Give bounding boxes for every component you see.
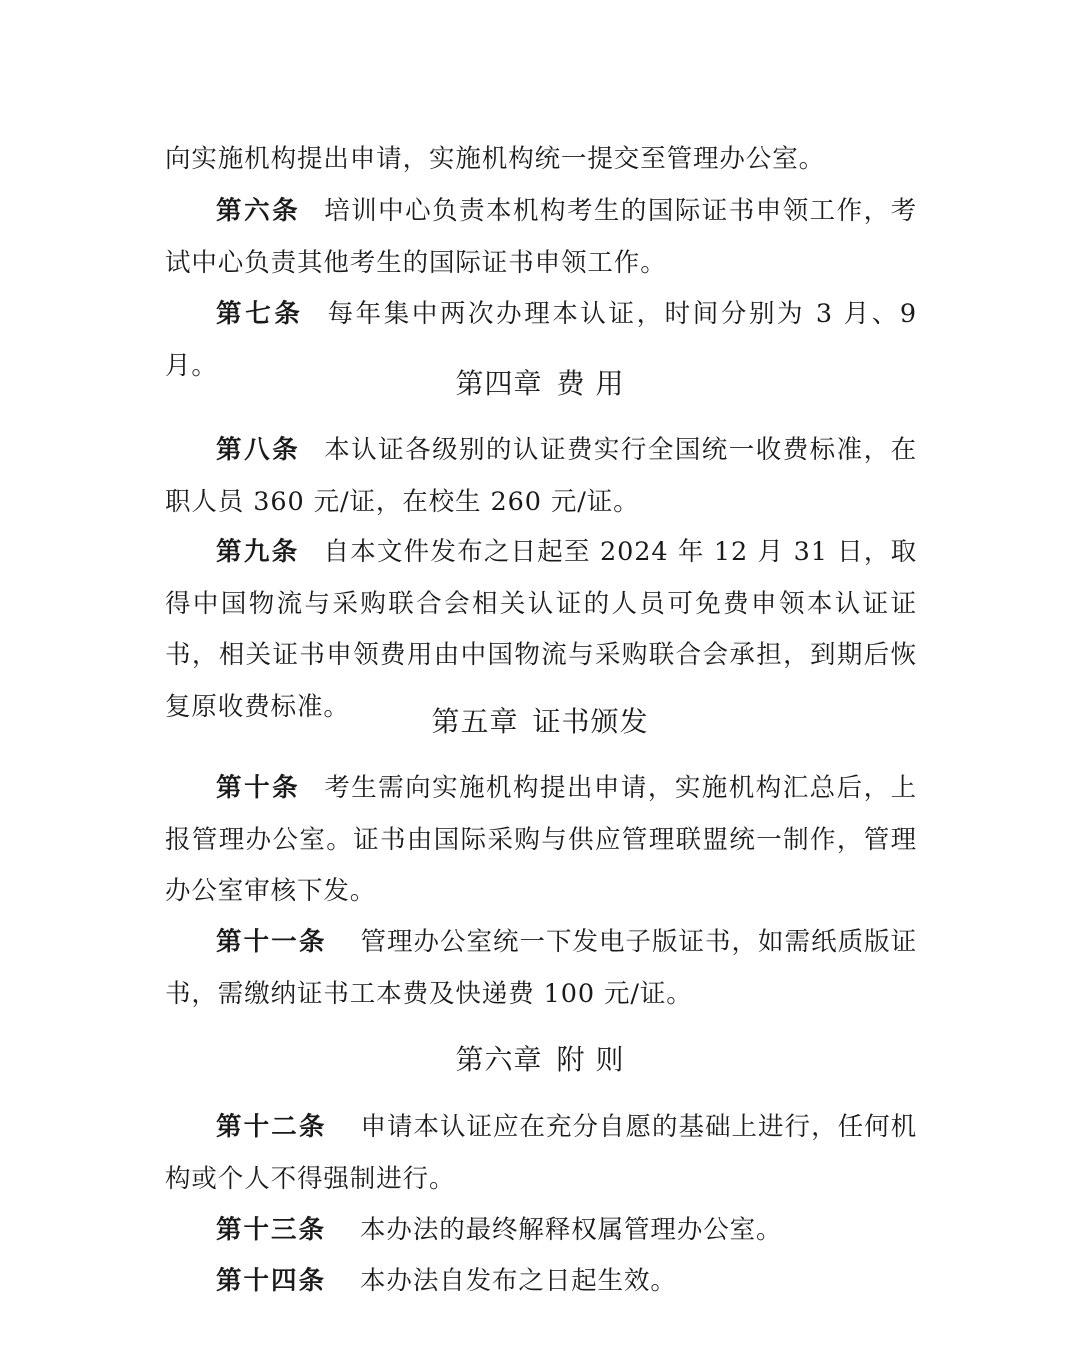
chapter-heading-5: 第五章 证书颁发 xyxy=(431,705,649,738)
article-label: 第六条 xyxy=(216,196,301,226)
article-label: 第十四条 xyxy=(216,1266,327,1296)
article-text: 培训中心负责本机构考生的国际证书申领工作，考试中心负责其他考生的国际证书申领工作。 xyxy=(165,196,917,278)
article-label: 第十二条 xyxy=(216,1112,327,1142)
article-text: 每年集中两次办理本认证，时间分别为 3 月、9 月。 xyxy=(165,299,917,381)
article-text: 本办法的最终解释权属管理办公室。 xyxy=(360,1215,783,1245)
article-label: 第九条 xyxy=(216,537,300,567)
article-8 xyxy=(165,425,917,528)
chapter-heading-6: 第六章 附 则 xyxy=(455,1043,625,1076)
article-text: 考生需向实施机构提出申请，实施机构汇总后，上报管理办公室。证书由国际采购与供应管理联盟统一制作，管理办公室审核下发。 xyxy=(165,773,917,906)
article-14 xyxy=(165,1256,917,1308)
article-label: 第七条 xyxy=(216,299,304,329)
article-label: 第八条 xyxy=(216,435,301,465)
article-label: 第十三条 xyxy=(216,1215,327,1245)
article-text: 本认证各级别的认证费实行全国统一收费标准，在职人员 360 元/证，在校生 260 元/证。 xyxy=(165,435,917,517)
article-12 xyxy=(165,1102,917,1205)
article-label: 第十一条 xyxy=(216,927,327,957)
article-text: 自本文件发布之日起至 2024 年 12 月 31 日，取得中国物流与采购联合会相关认证的人员可免费申领本认证证书，相关证书申领费用由中国物流与采购联合会承担，到期后恢复原收费标准。 xyxy=(165,537,917,722)
article-11 xyxy=(165,917,917,1020)
article-10 xyxy=(165,763,917,918)
article-6 xyxy=(165,186,917,289)
article-text: 管理办公室统一下发电子版证书，如需纸质版证书，需缴纳证书工本费及快递费 100 元/证。 xyxy=(165,927,917,1009)
chapter-heading-4: 第四章 费 用 xyxy=(455,367,625,400)
article-text: 申请本认证应在充分自愿的基础上进行，任何机构或个人不得强制进行。 xyxy=(165,1112,917,1194)
paragraph-continuation: 向实施机构提出申请，实施机构统一提交至管理办公室。 xyxy=(165,144,826,174)
article-label: 第十条 xyxy=(216,773,301,803)
article-13 xyxy=(165,1205,917,1257)
article-text: 本办法自发布之日起生效。 xyxy=(360,1266,677,1296)
